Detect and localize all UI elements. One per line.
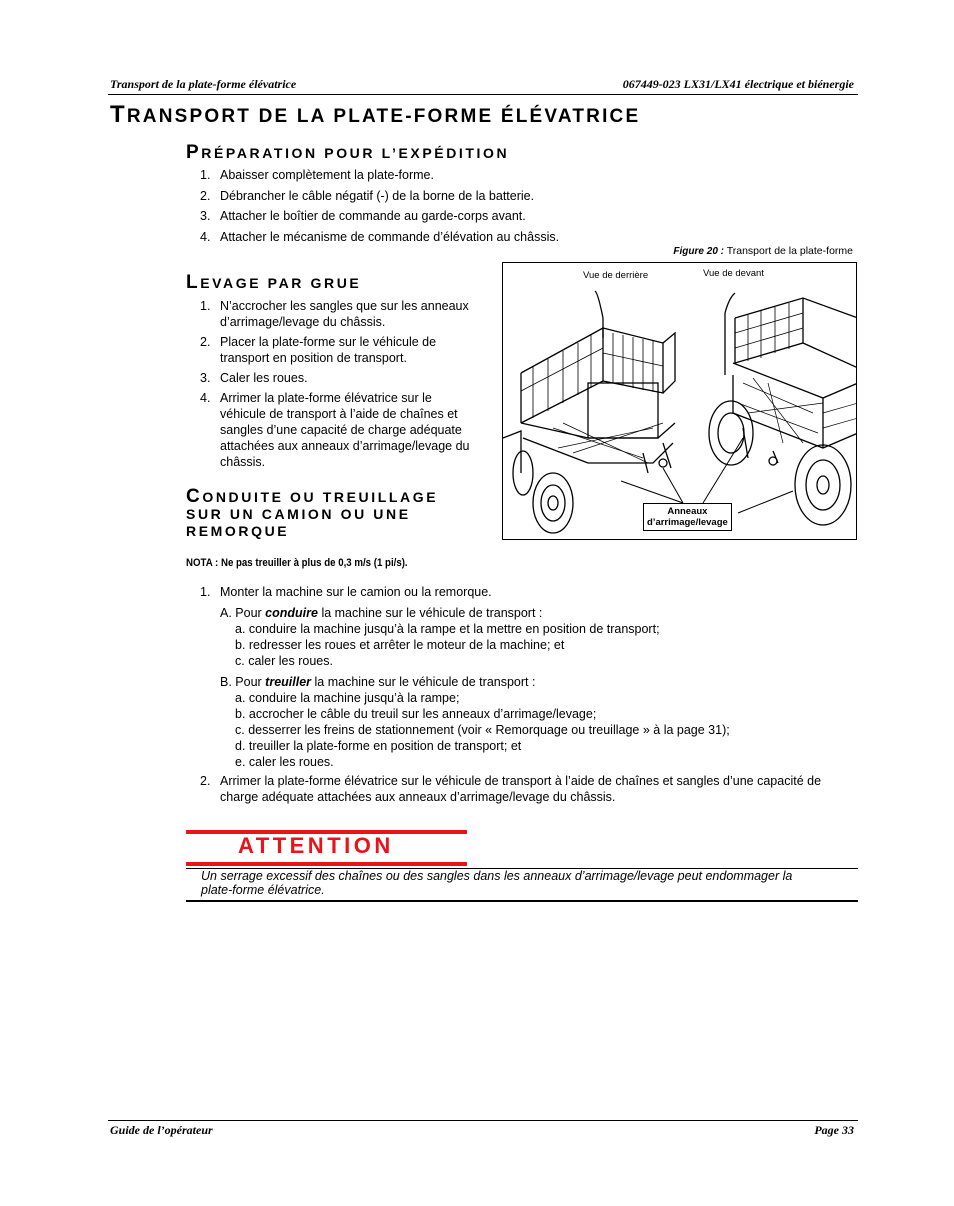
list-item: 1. N’accrocher les sangles que sur les anneaux d’arrimage/levage du châssis. xyxy=(200,299,469,329)
heading-crane-lifting: LEVAGE PAR GRUE xyxy=(186,272,362,293)
attention-bar-bottom xyxy=(186,862,467,866)
page-title: TRANSPORT DE LA PLATE-FORME ÉLÉVATRICE xyxy=(110,101,641,128)
attention-text: Un serrage excessif des chaînes ou des sangles dans les anneaux d’arrimage/levage peut endommager la plate-forme élévatrice. xyxy=(201,869,793,897)
figure-transport xyxy=(502,262,857,540)
list-item: 1. Abaisser complètement la plate-forme. xyxy=(200,168,434,182)
attention-rule-bottom xyxy=(186,900,858,902)
list-item: 1. Monter la machine sur le camion ou la remorque. xyxy=(200,585,492,599)
list-item: 4. Arrimer la plate-forme élévatrice sur le véhicule de transport à l’aide de chaînes et sangles d’une capacité de charge adéquate attachées aux anneaux d’arrimage/levage du châssis. xyxy=(200,391,470,469)
footer-left: Guide de l’opérateur xyxy=(110,1123,213,1137)
attention-heading: ATTENTION xyxy=(238,833,394,858)
header-rule xyxy=(108,94,858,95)
footer-rule xyxy=(108,1120,858,1121)
sub-option-drive: A. Pour conduire la machine sur le véhicule de transport : a. conduire la machine jusqu’à la rampe et la mettre en position de transport; b. redresser les roues et arrêter le moteur de la machine; et c. caler les roues. xyxy=(220,606,660,668)
list-item: 4. Attacher le mécanisme de commande d’élévation au châssis. xyxy=(200,229,560,244)
label-front-view: Vue de devant xyxy=(703,268,764,279)
drive-list xyxy=(186,584,856,805)
heading-driving-winching: CONDUITE OU TREUILLAGE SUR UN CAMION OU UNE REMORQUE xyxy=(186,486,439,539)
note-winch-speed: NOTA : Ne pas treuiller à plus de 0,3 m/s (1 pi/s). xyxy=(186,557,408,569)
crane-list xyxy=(186,298,496,470)
list-item: 2. Arrimer la plate-forme élévatrice sur le véhicule de transport à l’aide de chaînes et sangles d’une capacité de charge adéquate attachées aux anneaux d’arrimage/levage du châssis. xyxy=(200,774,822,804)
list-item: 2. Débrancher le câble négatif (-) de la borne de la batterie. xyxy=(200,188,535,203)
label-rear-view: Vue de derrière xyxy=(583,270,649,281)
heading-preparation: PRÉPARATION POUR L’EXPÉDITION xyxy=(186,142,510,163)
prep-list xyxy=(186,167,606,249)
header-right: 067449-023 LX31/LX41 électrique et biénergie xyxy=(622,77,854,91)
list-item: 3. Caler les roues. xyxy=(200,371,308,385)
list-item: 3. Attacher le boîtier de commande au garde-corps avant. xyxy=(200,209,526,223)
figure-caption: Figure 20 : Transport de la plate-forme xyxy=(673,245,853,257)
lift-illustration xyxy=(503,263,857,540)
sub-option-winch: B. Pour treuiller la machine sur le véhicule de transport : a. conduire la machine jusqu’à la rampe; b. accrocher le câble du treuil sur les anneaux d’arrimage/levage; c. desserrer les freins de stationnement (voir « Remorquage ou treuillage » à la page 31); d. treuiller la plate-forme en position de transport; et e. caler les roues. xyxy=(220,675,730,769)
page-number: Page 33 xyxy=(814,1123,854,1137)
callout-tie-down: Anneaux d’arrimage/levage xyxy=(643,503,732,531)
list-item: 2. Placer la plate-forme sur le véhicule de transport en position de transport. xyxy=(200,335,437,365)
header-left: Transport de la plate-forme élévatrice xyxy=(110,77,297,91)
